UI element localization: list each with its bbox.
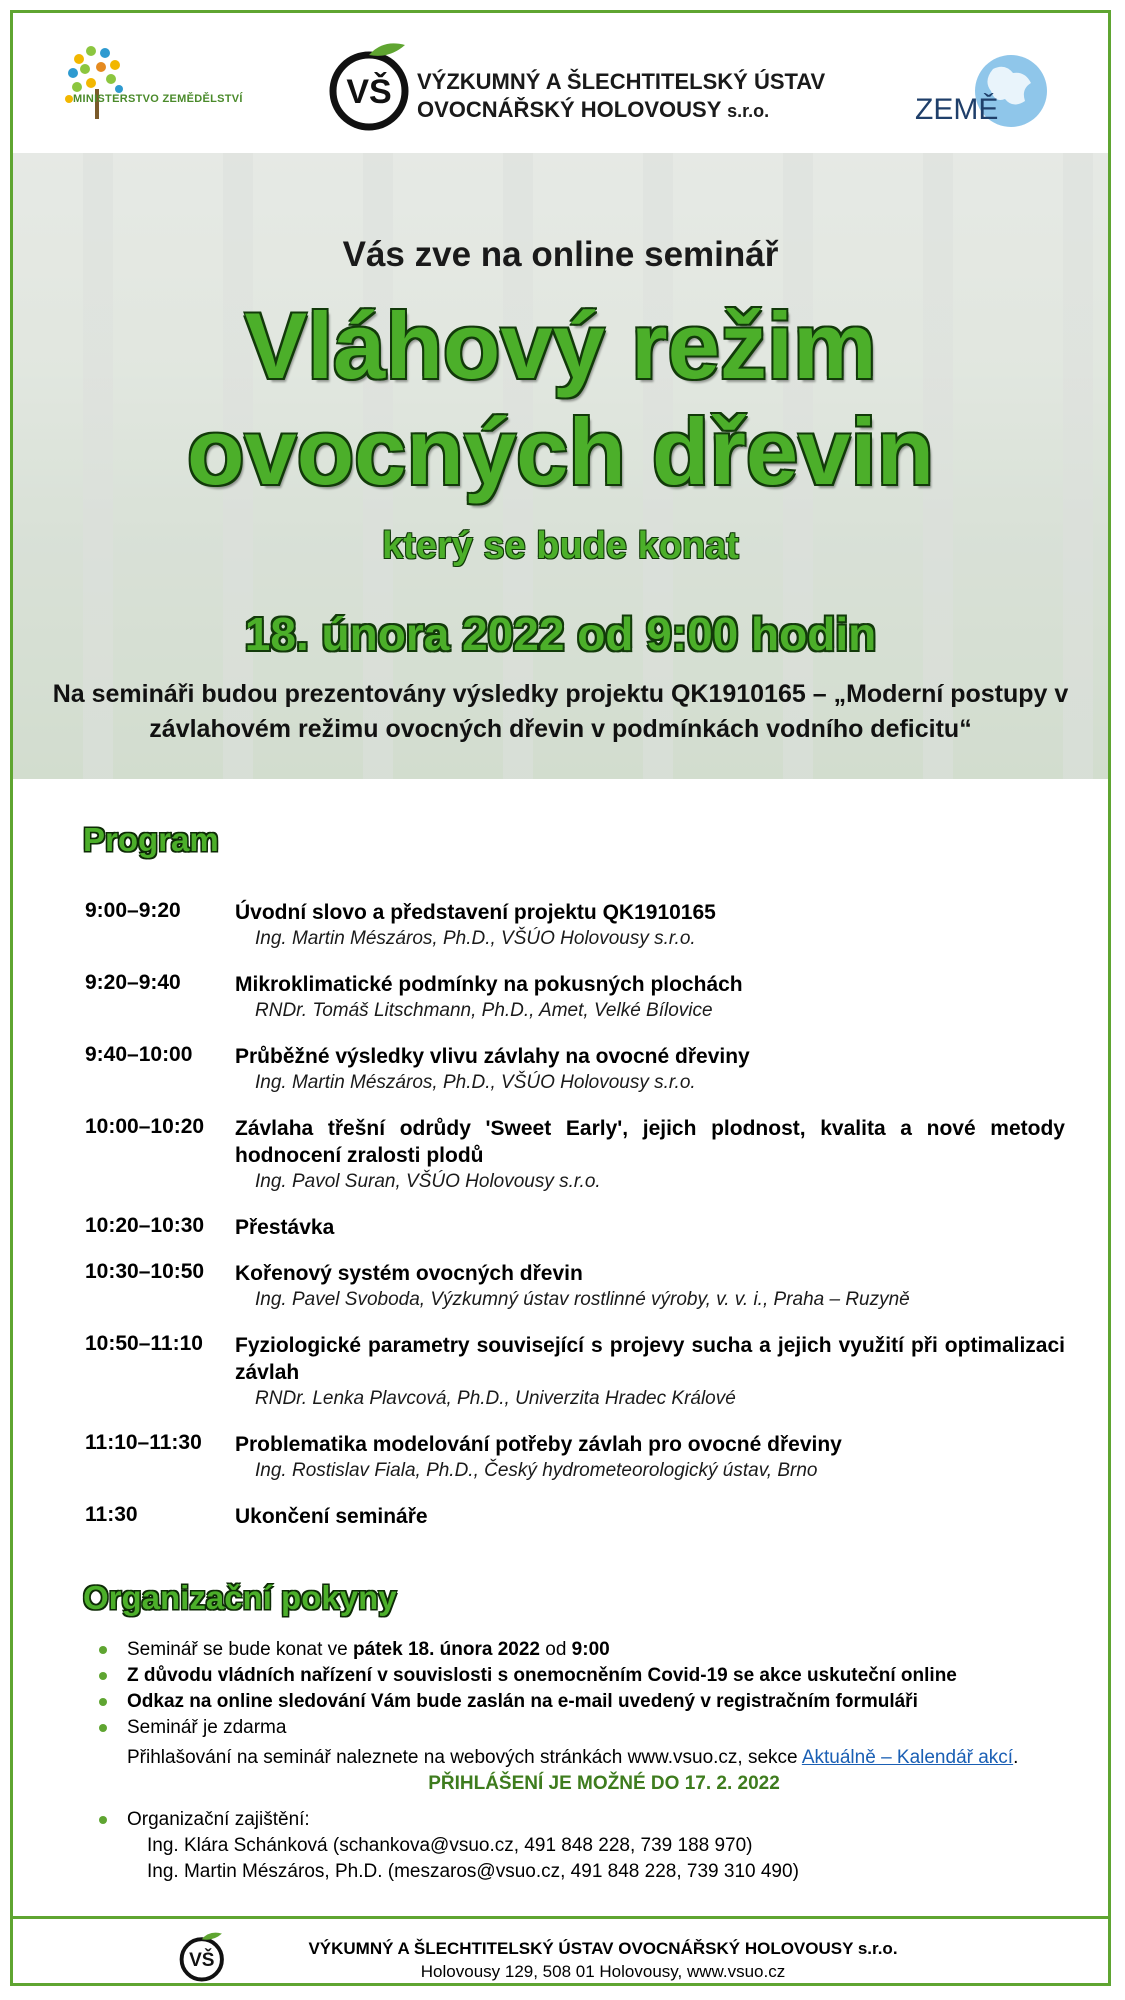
- org-heading: Organizační pokyny: [83, 1579, 397, 1616]
- program-row: [85, 899, 1065, 952]
- svg-text:VŠ: VŠ: [346, 73, 392, 111]
- program-speaker: RNDr. Lenka Plavcová, Ph.D., Univerzita Hradec Králové: [255, 1388, 736, 1409]
- program-time: 9:00–9:20: [85, 899, 181, 922]
- program-title: Kořenový systém ovocných dřevin: [235, 1262, 583, 1285]
- footer-divider: [13, 1916, 1108, 1919]
- institute-name: VÝZKUMNÝ A ŠLECHTITELSKÝ ÚSTAV OVOCNÁŘSKÝ HOLOVOUSY s.r.o.: [417, 69, 826, 122]
- program-speaker: Ing. Rostislav Fiala, Ph.D., Český hydrometeorologický ústav, Brno: [255, 1460, 818, 1481]
- invite-text: Vás zve na online seminář: [342, 235, 779, 274]
- contact-2: Ing. Martin Mészáros, Ph.D. (meszaros@vsuo.cz, 491 848 228, 739 310 490): [147, 1861, 799, 1882]
- footer: [253, 1937, 953, 1983]
- program-time: 9:40–10:00: [85, 1043, 193, 1066]
- program-title: Závlaha třešní odrůdy 'Sweet Early', jejich plodnost, kvalita a nové metody hodnocení zralosti plodů: [235, 1117, 1065, 1167]
- org-instructions: [99, 1637, 1109, 1885]
- program-speaker: RNDr. Tomáš Litschmann, Ph.D., Amet, Velké Bílovice: [255, 1000, 713, 1021]
- program-title: Mikroklimatické podmínky na pokusných plochách: [235, 973, 743, 996]
- hero-banner: [13, 153, 1108, 779]
- program-title: Ukončení semináře: [235, 1505, 428, 1528]
- page-frame: [10, 10, 1111, 1986]
- contact-1: Ing. Klára Schánková (schankova@vsuo.cz, 491 848 228, 739 188 970): [147, 1835, 753, 1856]
- program-row: [85, 1260, 1065, 1313]
- program-title: Průběžné výsledky vlivu závlahy na ovocné dřeviny: [235, 1045, 750, 1068]
- zeme-logo-text: ZEMĚ: [915, 93, 999, 126]
- program-time: 10:00–10:20: [85, 1115, 205, 1138]
- program-row: [85, 1503, 1065, 1530]
- program-speaker: Ing. Pavel Svoboda, Výzkumný ústav rostlinné výroby, v. v. i., Praha – Ruzyně: [255, 1289, 910, 1310]
- seminar-subtitle: který se bude konat: [382, 525, 739, 567]
- list-item: Odkaz na online sledování Vám bude zaslán na e-mail uvedený v registračním formuláři: [99, 1689, 1109, 1715]
- vsuo-logo: [323, 35, 423, 135]
- vsuo-footer-logo: [176, 1928, 232, 1984]
- program-time: 10:50–11:10: [85, 1332, 203, 1355]
- seminar-title: Vláhový režim ovocných dřevin: [187, 293, 934, 504]
- program-time: 10:30–10:50: [85, 1260, 205, 1283]
- program-title: Problematika modelování potřeby závlah pro ovocné dřeviny: [235, 1433, 842, 1456]
- calendar-link[interactable]: Aktuálně – Kalendář akcí: [801, 1747, 1014, 1768]
- registration-info: Přihlašování na seminář naleznete na webových stránkách www.vsuo.cz, sekce Aktuálně – Kalendář akcí.: [127, 1747, 1019, 1768]
- list-item: Seminář je zdarma: [99, 1715, 1109, 1741]
- program-time: 9:20–9:40: [85, 971, 181, 994]
- footer-address: Holovousy 129, 508 01 Holovousy, www.vsuo.cz: [420, 1962, 786, 1981]
- program-row: [85, 1115, 1065, 1195]
- ministry-name: MINISTERSTVO ZEMĚDĚLSTVÍ: [73, 93, 243, 105]
- list-item: Organizační zajištění:: [99, 1807, 1109, 1833]
- program-row: [85, 1043, 1065, 1096]
- program-speaker: Ing. Martin Mészáros, Ph.D., VŠÚO Holovousy s.r.o.: [255, 1072, 696, 1093]
- project-description: Na semináři budou prezentovány výsledky projektu QK1910165 – „Moderní postupy v závlahovém režimu ovocných dřevin v podmínkách vodního deficitu“: [52, 680, 1069, 743]
- program-title: Úvodní slovo a představení projektu QK1910165: [235, 901, 716, 924]
- footer-name: VÝKUMNÝ A ŠLECHTITELSKÝ ÚSTAV OVOCNÁŘSKÝ HOLOVOUSY s.r.o.: [308, 1939, 898, 1958]
- registration-deadline: PŘIHLÁŠENÍ JE MOŽNÉ DO 17. 2. 2022: [428, 1773, 780, 1794]
- program-time: 10:20–10:30: [85, 1214, 205, 1237]
- program-speaker: Ing. Martin Mészáros, Ph.D., VŠÚO Holovousy s.r.o.: [255, 928, 696, 949]
- program-title: Fyziologické parametry související s projevy sucha a jejich využití při optimalizaci závlah: [235, 1334, 1065, 1384]
- list-item: Z důvodu vládních nařízení v souvislosti s onemocněním Covid-19 se akce uskuteční online: [99, 1663, 1109, 1689]
- program-list: [85, 899, 1065, 1549]
- program-row: [85, 1214, 1065, 1241]
- header: [13, 13, 1108, 153]
- svg-text:VŠ: VŠ: [189, 1950, 215, 1972]
- program-time: 11:30: [85, 1503, 138, 1526]
- program-row: [85, 1332, 1065, 1412]
- program-row: [85, 971, 1065, 1024]
- program-title: Přestávka: [235, 1216, 335, 1239]
- program-time: 11:10–11:30: [85, 1431, 202, 1454]
- ministry-tree-logo: [57, 41, 277, 141]
- list-item: Seminář se bude konat ve pátek 18. února 2022 od 9:00: [99, 1637, 1109, 1663]
- program-row: [85, 1431, 1065, 1484]
- program-heading: Program: [83, 821, 219, 858]
- program-speaker: Ing. Pavol Suran, VŠÚO Holovousy s.r.o.: [255, 1171, 601, 1192]
- seminar-date: 18. února 2022 od 9:00 hodin: [244, 608, 877, 660]
